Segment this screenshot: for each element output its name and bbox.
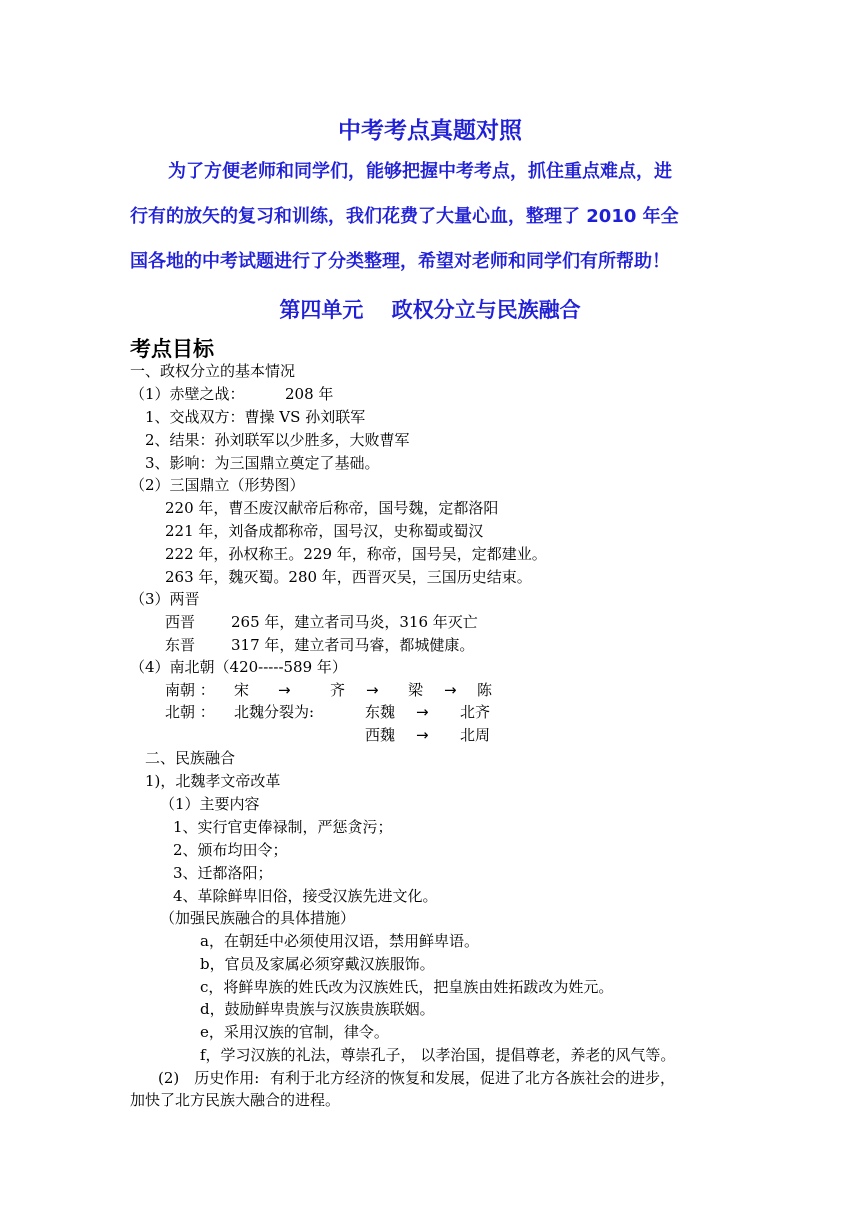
part2-sub-heading: 1)，北魏孝文帝改革 — [145, 772, 281, 790]
content-item: 3、迁都洛阳； — [173, 864, 273, 882]
measure-item: d，鼓励鲜卑贵族与汉族贵族联姻。 — [200, 1000, 435, 1018]
beichao-label: 北朝 ： — [165, 703, 215, 721]
content-item: 1、实行官吏俸禄制，严惩贪污； — [173, 818, 393, 836]
unit-title: 第四单元 政权分立与民族融合 — [279, 298, 581, 322]
effect-line-1: 有利于北方经济的恢复和发展，促进了北方各族社会的进步， — [270, 1069, 676, 1087]
arrow-icon: → — [366, 681, 379, 699]
arrow-icon: → — [278, 681, 291, 699]
sanguo-item: 263 年，魏灭蜀。280 年，西晋灭吴，三国历史结束。 — [165, 568, 532, 586]
dynasty-beizhou: 北周 — [460, 726, 491, 744]
measure-item: e，采用汉族的官制，律令。 — [200, 1023, 389, 1041]
arrow-icon: → — [416, 703, 429, 721]
dynasty-dongwei: 东魏 — [365, 703, 396, 721]
part2-heading: 二、民族融合 — [145, 749, 236, 767]
chibi-item: 1、交战双方：曹操 VS 孙刘联军 — [145, 408, 366, 426]
chibi-item: 3、影响：为三国鼎立奠定了基础。 — [145, 454, 380, 472]
part1-heading: 一、政权分立的基本情况 — [130, 362, 296, 380]
intro-line-2: 行有的放矢的复习和训练，我们花费了大量心血，整理了 2010 年全 — [130, 206, 679, 227]
dongjin-name: 东晋 — [165, 636, 196, 654]
measure-item: b，官员及家属必须穿戴汉族服饰。 — [200, 955, 435, 973]
measure-item: f，学习汉族的礼法，尊崇孔子， 以孝治国，提倡尊老，养老的风气等。 — [200, 1046, 676, 1064]
dynasty-beiqi: 北齐 — [460, 703, 491, 721]
measure-item: a，在朝廷中必须使用汉语，禁用鲜卑语。 — [200, 932, 479, 950]
xijin-text: 265 年，建立者司马炎，316 年灭亡 — [231, 613, 478, 631]
sanguo-item: 222 年，孙权称王。229 年，称帝，国号吴，定都建业。 — [165, 545, 547, 563]
dynasty-xiwei: 西魏 — [365, 726, 396, 744]
dongjin-text: 317 年，建立者司马睿，都城健康。 — [231, 636, 475, 654]
sanguo-item: 221 年，刘备成都称帝，国号汉，史称蜀或蜀汉 — [165, 522, 484, 540]
dynasty-song: 宋 — [234, 681, 250, 699]
intro-line-3: 国各地的中考试题进行了分类整理，希望对老师和同学们有所帮助！ — [130, 251, 670, 272]
chibi-label: （1）赤壁之战： — [130, 385, 245, 403]
content-label: （1）主要内容 — [160, 795, 260, 813]
arrow-icon: → — [416, 726, 429, 744]
nanchao-label: 南朝 ： — [165, 681, 215, 699]
beiwei-split: 北魏分裂为: — [234, 703, 315, 721]
arrow-icon: → — [444, 681, 457, 699]
dynasty-qi: 齐 — [330, 681, 346, 699]
content-item: 4、革除鲜卑旧俗，接受汉族先进文化。 — [173, 887, 438, 905]
sanguo-item: 220 年，曹丕废汉献帝后称帝，国号魏，定都洛阳 — [165, 499, 499, 517]
measures-label: （加强民族融合的具体措施） — [160, 909, 356, 927]
section-heading: 考点目标 — [130, 337, 214, 361]
liangjin-label: （3）两晋 — [130, 590, 200, 608]
content-item: 2、颁布均田令； — [173, 841, 288, 859]
dynasty-liang: 梁 — [408, 681, 424, 699]
chibi-year: 208 年 — [285, 385, 334, 403]
xijin-name: 西晋 — [165, 613, 196, 631]
dynasty-chen: 陈 — [477, 681, 493, 699]
effect-line-2: 加快了北方民族大融合的进程。 — [130, 1091, 341, 1109]
sanguo-label: （2）三国鼎立（形势图） — [130, 476, 305, 494]
measure-item: c，将鲜卑族的姓氏改为汉族姓氏，把皇族由姓拓跋改为姓元。 — [200, 978, 614, 996]
effect-label: (2) 历史作用: — [158, 1069, 260, 1087]
chibi-item: 2、结果：孙刘联军以少胜多，大败曹军 — [145, 431, 410, 449]
page-title: 中考考点真题对照 — [338, 118, 522, 144]
intro-line-1: 为了方便老师和同学们，能够把握中考考点，抓住重点难点，进 — [168, 161, 672, 182]
nanbei-label: （4）南北朝（420-----589 年） — [130, 658, 347, 676]
